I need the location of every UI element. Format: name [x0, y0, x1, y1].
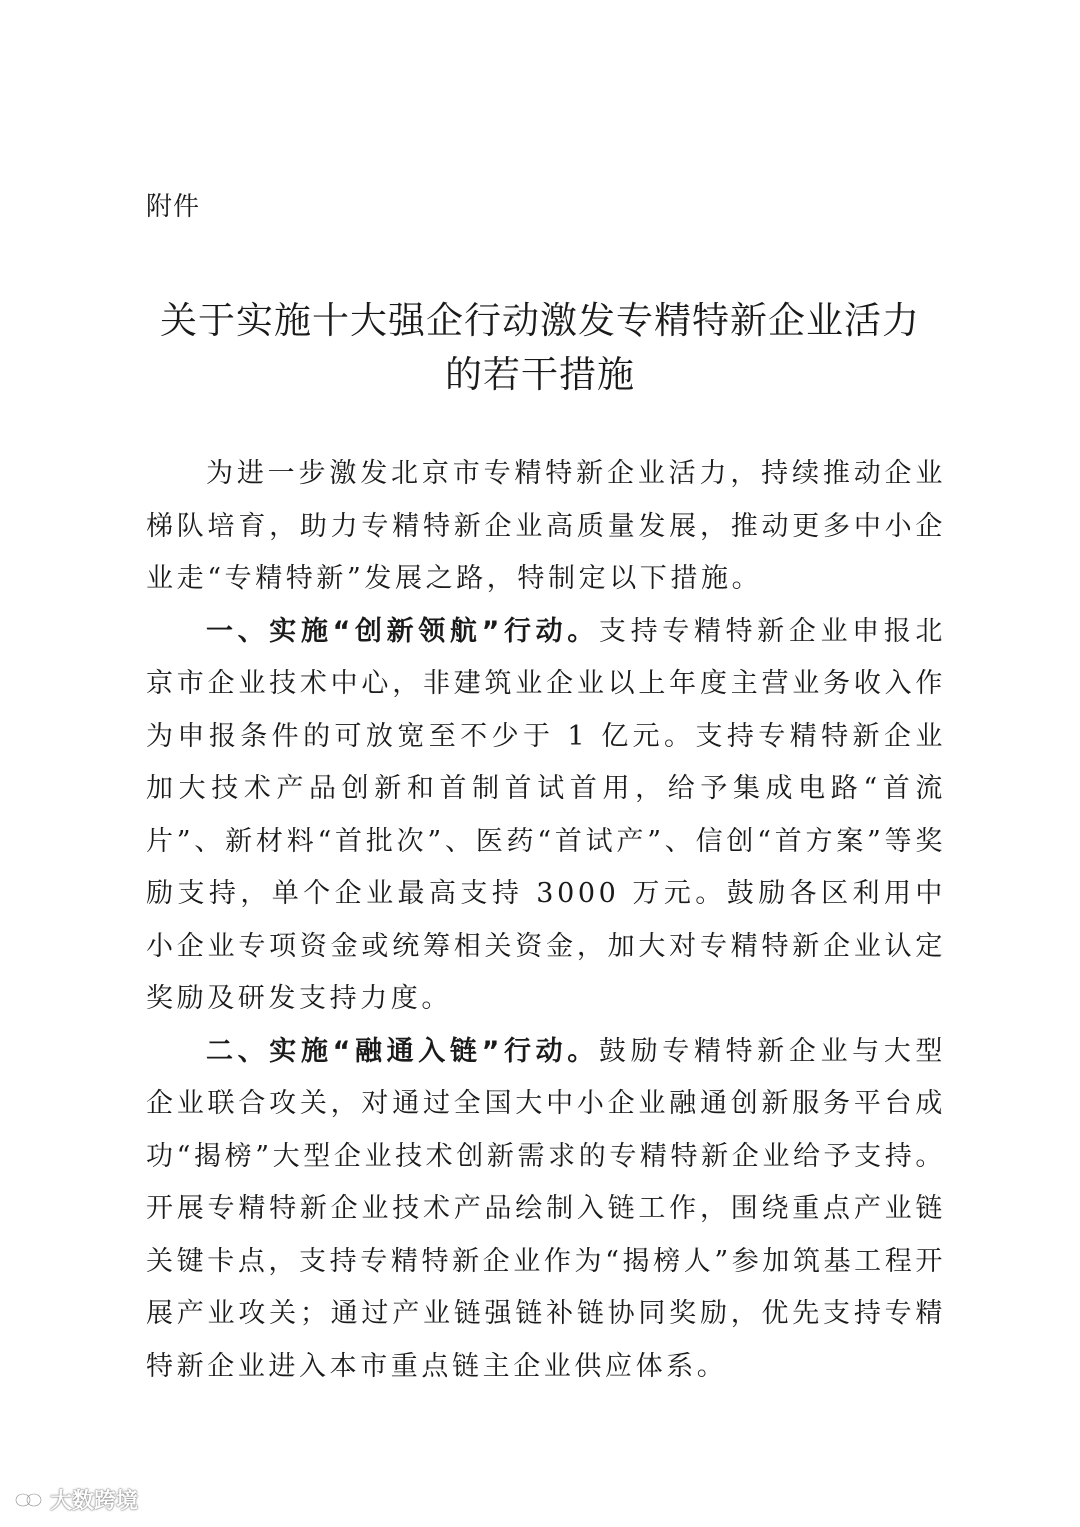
section-heading-2: 二、实施“融通入链”行动。 [206, 1035, 599, 1067]
section-heading-1: 一、实施“创新领航”行动。 [206, 615, 599, 647]
chain-link-logo-icon [14, 1490, 44, 1510]
attachment-label: 附件 [146, 192, 201, 222]
document-body [146, 448, 946, 1393]
watermark-text: 大数跨境 [50, 1489, 139, 1514]
intro-paragraph: 为进一步激发北京市专精特新企业活力，持续推动企业梯队培育，助力专精特新企业高质量发展，推动更多中小企业走“专精特新”发展之路，特制定以下措施。 [146, 458, 946, 594]
section-paragraph-2 [146, 1026, 946, 1394]
watermark [14, 1484, 138, 1515]
document-title-line-2: 的若干措施 [445, 353, 635, 396]
document-title-line-1: 关于实施十大强企行动激发专精特新企业活力 [160, 299, 920, 342]
section-text-1: 支持专精特新企业申报北京市企业技术中心，非建筑业企业以上年度主营业务收入作为申报条件的可放宽至不少于 1 亿元。支持专精特新企业加大技术产品创新和首制首试首用，给予集成电路“首流片”、新材料“首批次”、医药“首试产”、信创“首方案”等奖励支持，单个企业最高支持 3000 万元。鼓励各区利用中小企业专项资金或统筹相关资金，加大对专精特新企业认定奖励及研发支持力度。 [146, 615, 946, 1014]
section-text-2: 鼓励专精特新企业与大型企业联合攻关，对通过全国大中小企业融通创新服务平台成功“揭榜”大型企业技术创新需求的专精特新企业给予支持。开展专精特新企业技术产品绘制入链工作，围绕重点产业链关键卡点，支持专精特新企业作为“揭榜人”参加筑基工程开展产业攻关；通过产业链强链补链协同奖励，优先支持专精特新企业进入本市重点链主企业供应体系。 [146, 1035, 946, 1382]
section-paragraph-1 [146, 606, 946, 1026]
